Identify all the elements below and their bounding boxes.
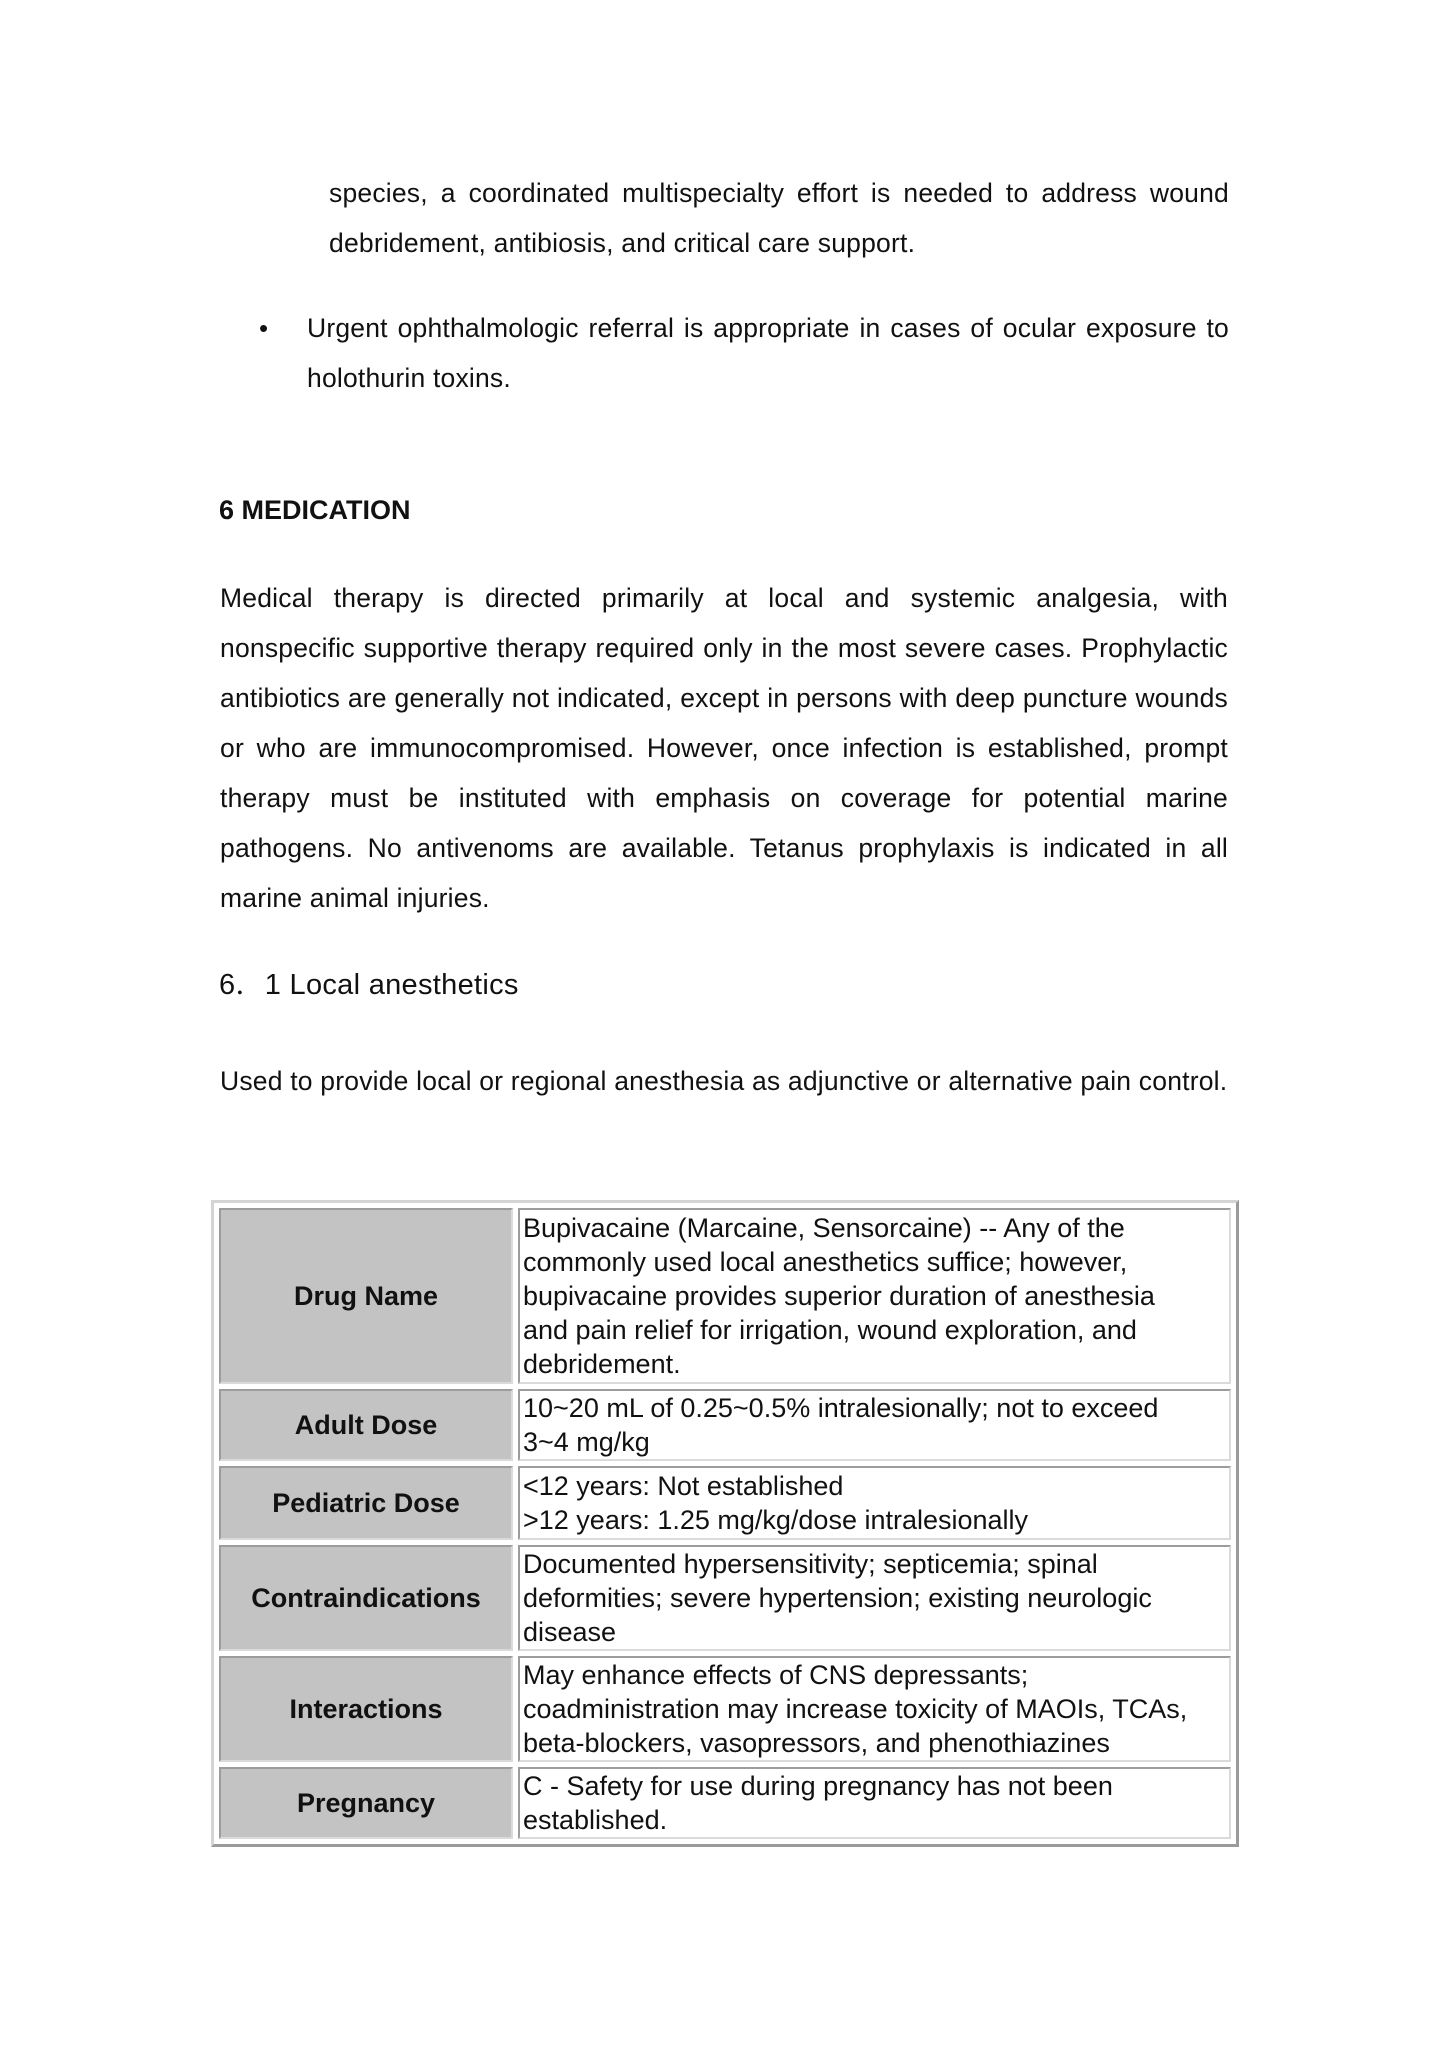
value-line: C - Safety for use during pregnancy has not been: [523, 1771, 1113, 1801]
bullet-icon: •: [259, 313, 269, 343]
table-row-pregnancy: [219, 1767, 1231, 1839]
table-row-drug-name: [219, 1208, 1231, 1384]
bullet-text: Urgent ophthalmologic referral is appropriate in cases of ocular exposure to holothurin toxins.: [307, 313, 1229, 393]
drug-info-table: [211, 1200, 1239, 1847]
row-value: [518, 1656, 1231, 1762]
value-line: commonly used local anesthetics suffice; however,: [523, 1247, 1128, 1277]
value-line: disease: [523, 1617, 617, 1647]
row-label: Contraindications: [219, 1545, 513, 1651]
row-label: Drug Name: [219, 1208, 513, 1384]
value-line: beta-blockers, vasopressors, and phenothiazines: [523, 1728, 1110, 1758]
row-value: [518, 1545, 1231, 1651]
value-line: bupivacaine provides superior duration of anesthesia: [523, 1281, 1155, 1311]
row-value: [518, 1208, 1231, 1384]
continuation-paragraph: species, a coordinated multispecialty effort is needed to address wound debridement, antibiosis, and critical care support.: [329, 178, 1229, 258]
section-heading: 6 MEDICATION: [219, 495, 411, 525]
row-value: [518, 1466, 1231, 1540]
row-value: [518, 1389, 1231, 1461]
medication-paragraph: Medical therapy is directed primarily at local and systemic analgesia, with nonspecific supportive therapy required only in the most severe cases. Prophylactic antibiotics are generally not indicated, except in persons with deep puncture wounds or who are immunocompromised. However, once infection is established, prompt therapy must be instituted with emphasis on coverage for potential marine pathogens. No antivenoms are available. Tetanus prophylaxis is indicated in all marine animal injuries.: [220, 583, 1228, 913]
value-line: Documented hypersensitivity; septicemia; spinal: [523, 1549, 1098, 1579]
value-line: deformities; severe hypertension; existing neurologic: [523, 1583, 1152, 1613]
bullet-list-item: [259, 303, 1229, 403]
value-line: Bupivacaine (Marcaine, Sensorcaine) -- Any of the: [523, 1213, 1125, 1243]
value-line: coadministration may increase toxicity of MAOIs, TCAs,: [523, 1694, 1188, 1724]
row-label: Pediatric Dose: [219, 1466, 513, 1540]
subsection-paragraph: Used to provide local or regional anesthesia as adjunctive or alternative pain control.: [220, 1066, 1228, 1096]
row-label: Interactions: [219, 1656, 513, 1762]
value-line: 10~20 mL of 0.25~0.5% intralesionally; not to exceed: [523, 1393, 1159, 1423]
value-line: May enhance effects of CNS depressants;: [523, 1660, 1029, 1690]
value-line: established.: [523, 1805, 668, 1835]
row-label: Pregnancy: [219, 1767, 513, 1839]
value-line: and pain relief for irrigation, wound exploration, and: [523, 1315, 1137, 1345]
row-value: [518, 1767, 1231, 1839]
value-line: debridement.: [523, 1349, 681, 1379]
table-row-contraindications: [219, 1545, 1231, 1651]
table-row-interactions: [219, 1656, 1231, 1762]
table-row-pediatric-dose: [219, 1466, 1231, 1540]
subsection-heading: 6．1 Local anesthetics: [219, 969, 519, 1001]
table-row-adult-dose: [219, 1389, 1231, 1461]
value-line: <12 years: Not established: [523, 1471, 844, 1501]
value-line: >12 years: 1.25 mg/kg/dose intralesionally: [523, 1505, 1029, 1535]
row-label: Adult Dose: [219, 1389, 513, 1461]
value-line: 3~4 mg/kg: [523, 1427, 650, 1457]
